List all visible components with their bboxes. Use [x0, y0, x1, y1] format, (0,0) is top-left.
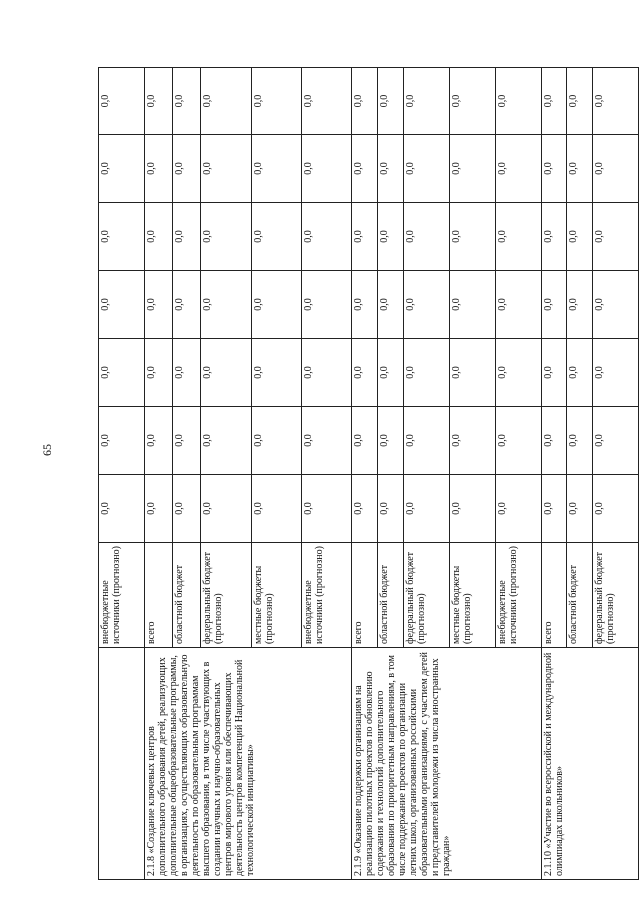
budget-table	[98, 67, 639, 880]
value-cell: 0,0	[592, 475, 638, 543]
value-cell: 0,0	[449, 203, 495, 271]
table-row	[352, 68, 378, 880]
value-cell: 0,0	[251, 339, 301, 407]
value-cell: 0,0	[378, 68, 404, 135]
value-cell: 0,0	[541, 68, 567, 135]
value-cell: 0,0	[567, 339, 593, 407]
value-cell: 0,0	[378, 203, 404, 271]
value-cell: 0,0	[592, 407, 638, 475]
value-cell: 0,0	[541, 475, 567, 543]
value-cell: 0,0	[352, 339, 378, 407]
value-cell: 0,0	[403, 339, 449, 407]
value-cell: 0,0	[251, 135, 301, 203]
value-cell: 0,0	[99, 407, 145, 475]
page-number: 65	[40, 444, 54, 456]
value-cell: 0,0	[99, 68, 145, 135]
value-cell: 0,0	[495, 271, 541, 339]
value-cell: 0,0	[592, 68, 638, 135]
value-cell: 0,0	[173, 407, 201, 475]
value-cell: 0,0	[541, 135, 567, 203]
value-cell: 0,0	[301, 271, 351, 339]
value-cell: 0,0	[592, 339, 638, 407]
value-cell: 0,0	[378, 339, 404, 407]
source-cell: областной бюджет	[173, 543, 201, 648]
value-cell: 0,0	[201, 135, 251, 203]
value-cell: 0,0	[592, 203, 638, 271]
source-cell: областной бюджет	[378, 543, 404, 648]
value-cell: 0,0	[352, 135, 378, 203]
source-cell: всего	[541, 543, 567, 648]
value-cell: 0,0	[301, 68, 351, 135]
value-cell: 0,0	[99, 339, 145, 407]
value-cell: 0,0	[99, 203, 145, 271]
value-cell: 0,0	[403, 135, 449, 203]
value-cell: 0,0	[173, 135, 201, 203]
value-cell: 0,0	[541, 271, 567, 339]
value-cell: 0,0	[99, 475, 145, 543]
value-cell: 0,0	[301, 339, 351, 407]
value-cell: 0,0	[173, 203, 201, 271]
value-cell: 0,0	[495, 68, 541, 135]
value-cell: 0,0	[403, 475, 449, 543]
value-cell: 0,0	[449, 271, 495, 339]
value-cell: 0,0	[403, 407, 449, 475]
value-cell: 0,0	[449, 135, 495, 203]
table-row	[144, 68, 172, 880]
value-cell: 0,0	[567, 407, 593, 475]
value-cell: 0,0	[592, 135, 638, 203]
value-cell: 0,0	[495, 475, 541, 543]
value-cell: 0,0	[173, 475, 201, 543]
value-cell: 0,0	[449, 407, 495, 475]
value-cell: 0,0	[378, 271, 404, 339]
value-cell: 0,0	[567, 475, 593, 543]
value-cell: 0,0	[378, 407, 404, 475]
table-body	[99, 68, 639, 880]
value-cell: 0,0	[495, 407, 541, 475]
value-cell: 0,0	[301, 407, 351, 475]
value-cell: 0,0	[201, 203, 251, 271]
program-cell	[99, 648, 145, 880]
source-cell: федеральный бюджет (прогнозно)	[592, 543, 638, 648]
value-cell: 0,0	[592, 271, 638, 339]
value-cell: 0,0	[495, 135, 541, 203]
value-cell: 0,0	[567, 68, 593, 135]
source-cell: всего	[144, 543, 172, 648]
value-cell: 0,0	[495, 339, 541, 407]
value-cell: 0,0	[251, 407, 301, 475]
value-cell: 0,0	[495, 203, 541, 271]
value-cell: 0,0	[173, 271, 201, 339]
value-cell: 0,0	[173, 68, 201, 135]
value-cell: 0,0	[144, 68, 172, 135]
value-cell: 0,0	[378, 475, 404, 543]
source-cell: местные бюджеты (прогнозно)	[251, 543, 301, 648]
value-cell: 0,0	[352, 407, 378, 475]
value-cell: 0,0	[201, 475, 251, 543]
value-cell: 0,0	[201, 339, 251, 407]
value-cell: 0,0	[301, 203, 351, 271]
value-cell: 0,0	[541, 407, 567, 475]
value-cell: 0,0	[251, 475, 301, 543]
table-row	[99, 68, 145, 880]
source-cell: внебюджетные источники (прогнозно)	[495, 543, 541, 648]
value-cell: 0,0	[352, 271, 378, 339]
source-cell: областной бюджет	[567, 543, 593, 648]
value-cell: 0,0	[173, 339, 201, 407]
value-cell: 0,0	[251, 271, 301, 339]
value-cell: 0,0	[449, 68, 495, 135]
value-cell: 0,0	[567, 271, 593, 339]
value-cell: 0,0	[301, 135, 351, 203]
value-cell: 0,0	[352, 68, 378, 135]
value-cell: 0,0	[541, 339, 567, 407]
value-cell: 0,0	[251, 68, 301, 135]
value-cell: 0,0	[201, 271, 251, 339]
value-cell: 0,0	[144, 339, 172, 407]
value-cell: 0,0	[99, 271, 145, 339]
value-cell: 0,0	[301, 475, 351, 543]
value-cell: 0,0	[144, 407, 172, 475]
value-cell: 0,0	[567, 203, 593, 271]
program-cell: 2.1.9 «Оказание поддержки организациям на реализацию пилотных проектов по обновлению содержания и технологий дополнительного образования по приоритетным направлениям, в том числе поддержание проектов по организации летних школ, организованных российскими образовательными организациями, с участием детей и представителей молодежи из числа иностранных граждан»	[352, 648, 541, 880]
program-cell: 2.1.10 «Участие во всероссийской и международной олимпиадах школьников»	[541, 648, 638, 880]
value-cell: 0,0	[567, 135, 593, 203]
value-cell: 0,0	[144, 203, 172, 271]
value-cell: 0,0	[449, 475, 495, 543]
source-cell: всего	[352, 543, 378, 648]
table-row	[541, 68, 567, 880]
value-cell: 0,0	[403, 271, 449, 339]
value-cell: 0,0	[144, 475, 172, 543]
value-cell: 0,0	[201, 68, 251, 135]
budget-table-rotated	[98, 68, 639, 880]
value-cell: 0,0	[352, 475, 378, 543]
value-cell: 0,0	[449, 339, 495, 407]
value-cell: 0,0	[403, 68, 449, 135]
source-cell: внебюджетные источники (прогнозно)	[99, 543, 145, 648]
value-cell: 0,0	[201, 407, 251, 475]
source-cell: местные бюджеты (прогнозно)	[449, 543, 495, 648]
source-cell: федеральный бюджет (прогнозно)	[201, 543, 251, 648]
value-cell: 0,0	[378, 135, 404, 203]
source-cell: федеральный бюджет (прогнозно)	[403, 543, 449, 648]
value-cell: 0,0	[352, 203, 378, 271]
value-cell: 0,0	[144, 135, 172, 203]
program-cell: 2.1.8 «Создание ключевых центров дополнительного образования детей, реализующих дополнительные общеобразовательные программы, в организациях, осуществляющих образовательную деятельность по образовательным программам высшего образования, в том числе участвующих в создании научных и научно-образовательных центров мирового уровня или обеспечивающих деятельность центров компетенций Национальной технологической инициативы»	[144, 648, 352, 880]
value-cell: 0,0	[144, 271, 172, 339]
value-cell: 0,0	[541, 203, 567, 271]
value-cell: 0,0	[251, 203, 301, 271]
value-cell: 0,0	[99, 135, 145, 203]
value-cell: 0,0	[403, 203, 449, 271]
source-cell: внебюджетные источники (прогнозно)	[301, 543, 351, 648]
